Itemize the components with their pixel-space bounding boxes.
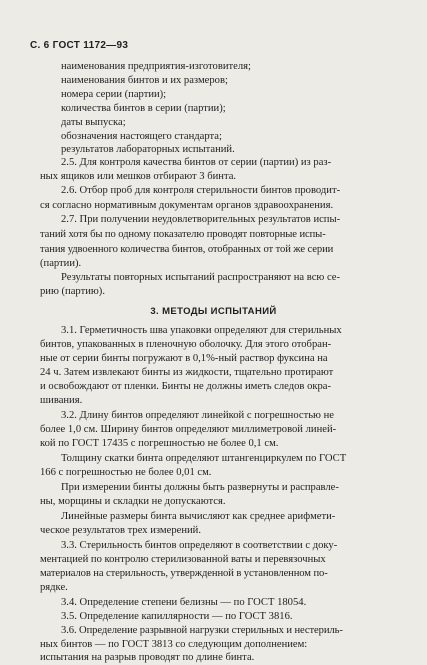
paragraph-line: ных бинтов — по ГОСТ 3813 со следующим дополнением: (40, 639, 308, 650)
paragraph-line: При измерении бинты должны быть развернуты и расправле- (61, 482, 339, 493)
paragraph-line: тания удвоенного количества бинтов, отобранных от той же серии (40, 244, 334, 255)
list-item: количества бинтов в серии (партии); (61, 103, 226, 114)
paragraph-line: (партии). (40, 258, 82, 269)
paragraph-line: ментацией по контролю стерилизованной ваты и перевязочных (40, 554, 326, 565)
paragraph-line: шивания. (40, 395, 83, 406)
paragraph-line: 3.5. Определение капиллярности — по ГОСТ 3816. (61, 611, 293, 622)
list-item: номера серии (партии); (61, 89, 167, 100)
list-item: результатов лабораторных испытаний. (61, 144, 235, 155)
paragraph-line: материалов на стерильность, утвержденной в установленном по- (40, 568, 328, 579)
paragraph-line: ные от серии бинты погружают в 0,1%-ный раствор фуксина на (40, 353, 328, 364)
paragraph-line: ся согласно нормативным документам органов здравоохранения. (40, 200, 334, 211)
paragraph-line: ны, морщины и складки не допускаются. (40, 496, 226, 507)
paragraph-line: Линейные размеры бинта вычисляют как среднее арифмети- (61, 511, 336, 522)
paragraph-line: ческое результатов трех измерений. (40, 525, 201, 536)
paragraph-line: 3.6. Определение разрывной нагрузки стерильных и нестериль- (61, 625, 343, 636)
paragraph-line: ных ящиков или мешков отбирают 3 бинта. (40, 171, 237, 182)
page-header: С. 6 ГОСТ 1172—93 (30, 40, 129, 51)
paragraph-line: 2.7. При получении неудовлетворительных результатов испы- (61, 214, 341, 225)
paragraph-line: бинтов, упакованных в пленочную оболочку. Для этого отобран- (40, 339, 332, 350)
paragraph-line: более 1,0 см. Ширину бинтов определяют миллиметровой линей- (40, 424, 337, 435)
paragraph-line: рядке. (40, 582, 68, 593)
paragraph-line: 2.6. Отбор проб для контроля стерильности бинтов проводит- (61, 185, 341, 196)
paragraph-line: таний хотя бы по одному показателю проводят повторные испы- (40, 229, 326, 240)
paragraph-line: Результаты повторных испытаний распространяют на всю се- (61, 272, 341, 283)
paragraph-line: 3.3. Стерильность бинтов определяют в соответствии с доку- (61, 540, 338, 551)
paragraph-line: 166 с погрешностью не более 0,01 см. (40, 467, 212, 478)
list-item: наименования бинтов и их размеров; (61, 75, 228, 86)
paragraph-line: 2.5. Для контроля качества бинтов от серии (партии) из раз- (61, 157, 332, 168)
list-item: даты выпуска; (61, 117, 126, 128)
paragraph-line: и освобождают от пленки. Бинты не должны иметь следов окра- (40, 381, 332, 392)
paragraph-line: 3.1. Герметичность шва упаковки определяют для стерильных (61, 325, 342, 336)
list-item: наименования предприятия-изготовителя; (61, 61, 251, 72)
paragraph-line: Толщину скатки бинта определяют штангенциркулем по ГОСТ (61, 453, 347, 464)
paragraph-line: кой по ГОСТ 17435 с погрешностью не более 0,1 см. (40, 438, 279, 449)
paragraph-line: рию (партию). (40, 286, 105, 297)
section-heading: 3. МЕТОДЫ ИСПЫТАНИЙ (150, 306, 277, 317)
paragraph-line: 24 ч. Затем извлекают бинты из жидкости, тщательно протирают (40, 367, 334, 378)
list-item: обозначения настоящего стандарта; (61, 131, 222, 142)
paragraph-line: испытания на разрыв проводят по длине бинта. (40, 652, 255, 663)
paragraph-line: 3.4. Определение степени белизны — по ГОСТ 18054. (61, 597, 307, 608)
paragraph-line: 3.2. Длину бинтов определяют линейкой с погрешностью не (61, 410, 334, 421)
